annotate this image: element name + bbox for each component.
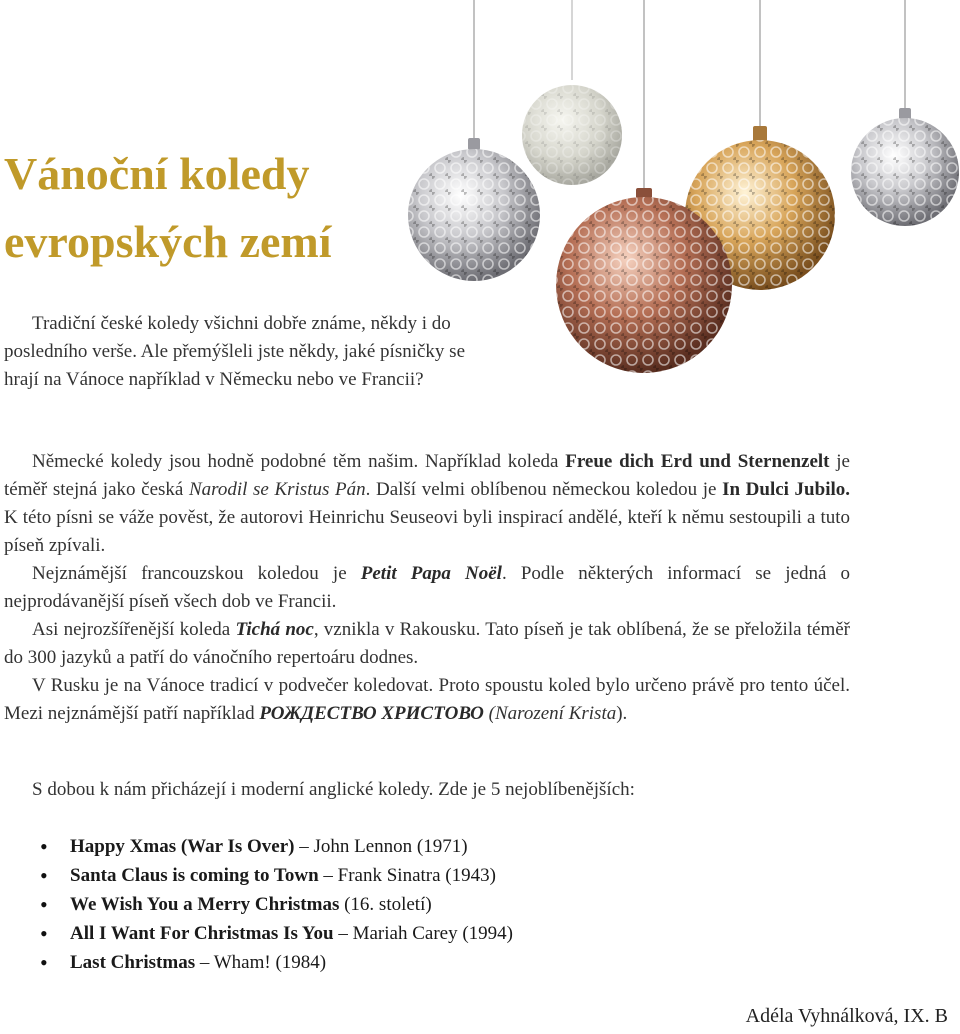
- author-signature: Adéla Vyhnálková, IX. B: [745, 1005, 948, 1027]
- list-item: [40, 948, 513, 977]
- title-line-2: evropských zemí: [4, 216, 332, 267]
- text-segment: . Další velmi oblíbenou německou koledou je: [365, 479, 723, 500]
- song-artist: – Wham! (1984): [195, 952, 327, 973]
- paragraph-german: [4, 448, 850, 560]
- song-artist: (16. století): [339, 894, 432, 915]
- paragraph-austrian: [4, 616, 850, 672]
- song-list: [40, 832, 513, 977]
- christmas-ornaments-illustration: [400, 0, 960, 380]
- song-title: We Wish You a Merry Christmas: [70, 894, 340, 915]
- song-freue-dich: Freue dich Erd und Sternenzelt: [565, 451, 830, 472]
- intro-text: Tradiční české koledy všichni dobře známe, někdy i do posledního verše. Ale přemýšleli jste někdy, jaké písničky se hrají na Vánoce například v Německu nebo ve Francii?: [4, 313, 466, 390]
- text-segment: je téměř stejná jako česká: [4, 451, 850, 500]
- text-segment: , vznikla v Rakousku. Tato píseň je tak oblíbená, že se přeložila téměř do 300 jazyků a patří do vánočního repertoáru dodnes.: [4, 619, 850, 668]
- page-title: [4, 140, 332, 276]
- text-segment: ).: [616, 703, 628, 724]
- text-segment: K této písni se váže pověst, že autorovi Heinrichu Seuseovi byli inspirací andělé, kteří k němu sestoupili a tuto píseň zpívali.: [4, 507, 850, 556]
- paragraph-russian: [4, 672, 850, 728]
- song-translation: (Narození Krista: [488, 703, 617, 724]
- silver-ornament-right: [851, 108, 959, 226]
- song-artist: – Frank Sinatra (1943): [318, 865, 496, 886]
- pale-ornament: [522, 85, 622, 185]
- song-artist: – Mariah Carey (1994): [333, 923, 513, 944]
- list-item: [40, 919, 513, 948]
- song-title: Happy Xmas (War Is Over): [70, 836, 295, 857]
- song-ticha-noc: Tichá noc: [235, 619, 314, 640]
- song-in-dulci-jubilo: In Dulci Jubilo.: [722, 479, 851, 500]
- song-title: Last Christmas: [70, 952, 196, 973]
- text-segment: Asi nejrozšířenější koleda: [32, 619, 236, 640]
- article-body: [4, 448, 850, 728]
- song-title: Santa Claus is coming to Town: [70, 865, 319, 886]
- song-title: All I Want For Christmas Is You: [70, 923, 334, 944]
- song-artist: – John Lennon (1971): [294, 836, 468, 857]
- song-rozhdestvo: РОЖДЕСТВО ХРИСТОВО: [259, 703, 484, 724]
- song-petit-papa-noel: Petit Papa Noël: [360, 563, 502, 584]
- paragraph-french: [4, 560, 850, 616]
- text-segment: Nejznámější francouzskou koledou je: [32, 563, 361, 584]
- list-item: [40, 861, 513, 890]
- intro-paragraph: [4, 310, 474, 394]
- text-segment: Německé koledy jsou hodně podobné těm našim. Například koleda: [32, 451, 566, 472]
- title-line-1: Vánoční koledy: [4, 148, 310, 199]
- list-item: [40, 832, 513, 861]
- text-segment: . Podle některých informací se jedná o nejprodávanější píseň všech dob ve Francii.: [4, 563, 851, 612]
- modern-carols-intro: S dobou k nám přicházejí i moderní anglické koledy. Zde je 5 nejoblíbenějších:: [32, 779, 635, 800]
- silver-ornament-left: [408, 138, 540, 281]
- text-segment: V Rusku je na Vánoce tradicí v podvečer koledovat. Proto spoustu koled bylo určeno právě pro tento účel. Mezi nejznámější patří například: [4, 675, 850, 724]
- song-narodil-se: Narodil se Kristus Pán: [188, 479, 366, 500]
- list-item: [40, 890, 513, 919]
